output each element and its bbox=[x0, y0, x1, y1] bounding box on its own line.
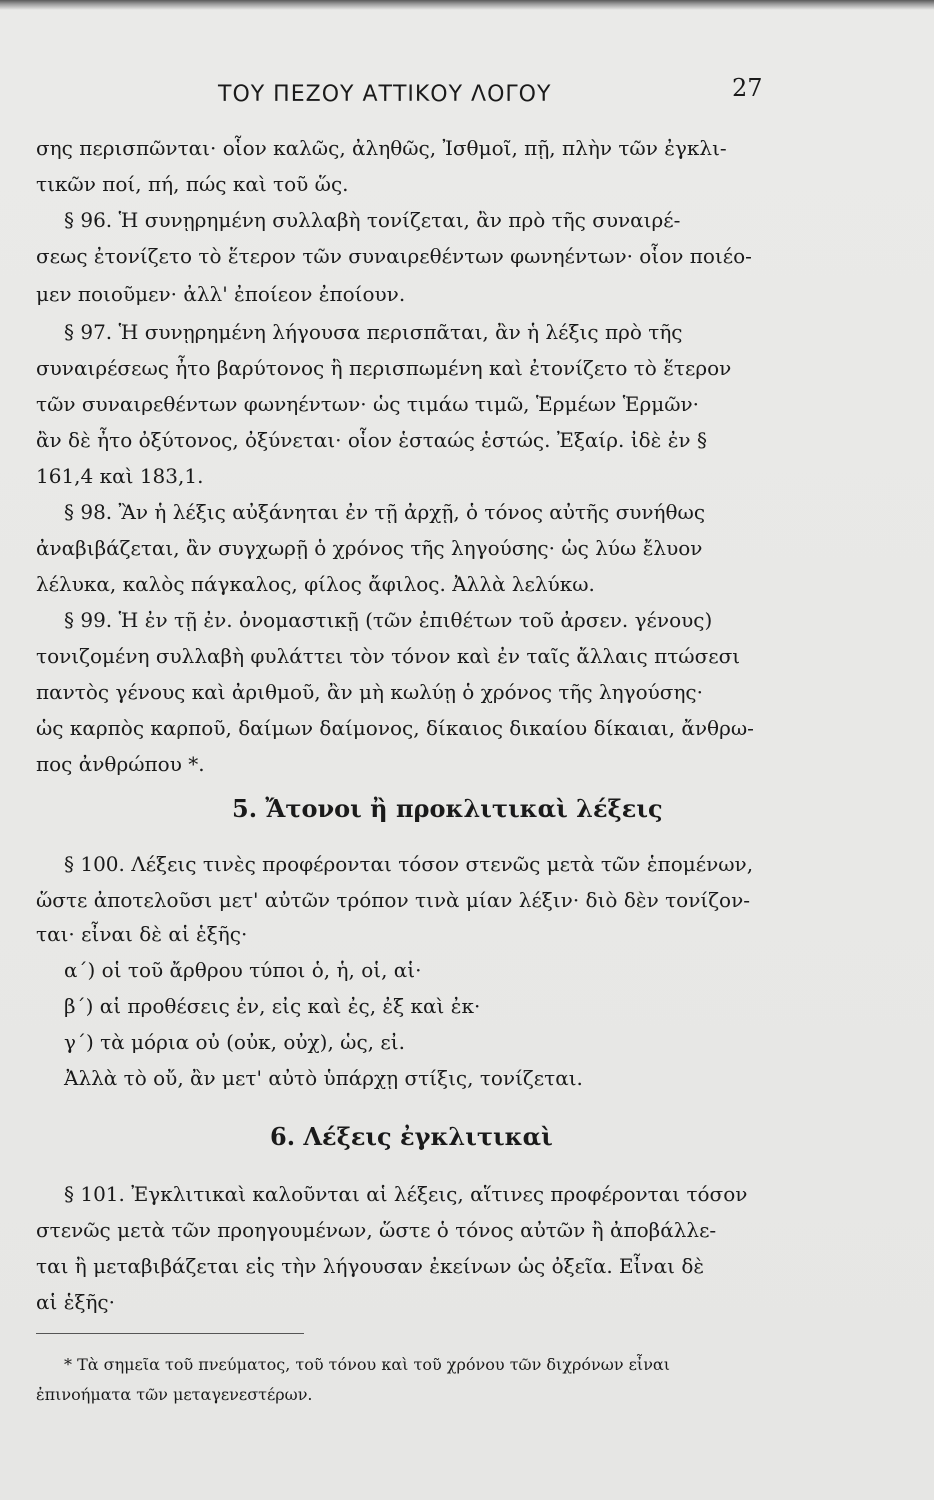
text-line: 161,4 καὶ 183,1. bbox=[36, 464, 204, 488]
text-line: § 101. Ἐγκλιτικαὶ καλοῦνται αἱ λέξεις, αἵτινες προφέρονται τόσον bbox=[64, 1182, 748, 1206]
text-line: αἱ ἑξῆς· bbox=[36, 1290, 115, 1314]
text-line: ὥστε ἀποτελοῦσι μετ' αὐτῶν τρόπον τινὰ μίαν λέξιν· διὸ δὲν τονίζον- bbox=[36, 888, 751, 912]
footnote-line: * Τὰ σημεῖα τοῦ πνεύματος, τοῦ τόνου καὶ τοῦ χρόνου τῶν διχρόνων εἶναι bbox=[64, 1355, 671, 1374]
page-number: 27 bbox=[732, 74, 763, 102]
text-line: ἂν δὲ ἦτο ὀξύτονος, ὀξύνεται· οἷον ἑσταώς ἑστώς. Ἐξαίρ. ἰδὲ ἐν § bbox=[36, 428, 707, 452]
footnote-line: ἐπινοήματα τῶν μεταγενεστέρων. bbox=[36, 1385, 313, 1404]
text-line: ται· εἶναι δὲ αἱ ἑξῆς· bbox=[36, 922, 248, 946]
text-line: σης περισπῶνται· οἷον καλῶς, ἀληθῶς, Ἰσθμοῖ, πῇ, πλὴν τῶν ἐγκλι- bbox=[36, 136, 727, 160]
text-line: λέλυκα, καλὸς πάγκαλος, φίλος ἄφιλος. Ἀλλὰ λελύκω. bbox=[36, 572, 595, 596]
text-line: τονιζομένη συλλαβὴ φυλάττει τὸν τόνον καὶ ἐν ταῖς ἄλλαις πτώσεσι bbox=[36, 644, 741, 668]
list-item: γ΄) τὰ μόρια οὐ (οὐκ, οὐχ), ὡς, εἰ. bbox=[64, 1030, 405, 1054]
text-line: § 98. Ἂν ἡ λέξις αὐξάνηται ἐν τῇ ἀρχῇ, ὁ τόνος αὐτῆς συνήθως bbox=[64, 500, 706, 524]
text-line: Ἀλλὰ τὸ οὔ, ἂν μετ' αὐτὸ ὑπάρχῃ στίξις, τονίζεται. bbox=[64, 1066, 583, 1090]
list-item: α΄) οἱ τοῦ ἄρθρου τύποι ὁ, ἡ, οἱ, αἱ· bbox=[64, 958, 422, 982]
text-line: συναιρέσεως ἦτο βαρύτονος ἢ περισπωμένη καὶ ἐτονίζετο τὸ ἕτερον bbox=[36, 356, 732, 380]
footnote-rule bbox=[36, 1333, 304, 1334]
text-line: στενῶς μετὰ τῶν προηγουμένων, ὥστε ὁ τόνος αὐτῶν ἢ ἀποβάλλε- bbox=[36, 1218, 717, 1242]
text-line: § 99. Ἡ ἐν τῇ ἐν. ὀνομαστικῇ (τῶν ἐπιθέτων τοῦ ἀρσεν. γένους) bbox=[64, 608, 713, 632]
text-line: § 97. Ἡ συνῃρημένη λήγουσα περισπᾶται, ἂν ἡ λέξις πρὸ τῆς bbox=[64, 320, 683, 344]
text-line: ται ἢ μεταβιβάζεται εἰς τὴν λήγουσαν ἐκείνων ὡς ὀξεῖα. Εἶναι δὲ bbox=[36, 1254, 705, 1278]
text-line: μεν ποιοῦμεν· ἀλλ' ἐποίεον ἐποίουν. bbox=[36, 282, 406, 306]
text-line: παντὸς γένους καὶ ἀριθμοῦ, ἂν μὴ κωλύῃ ὁ χρόνος τῆς ληγούσης· bbox=[36, 680, 703, 704]
list-item: β΄) αἱ προθέσεις ἐν, εἰς καὶ ἐς, ἐξ καὶ ἐκ· bbox=[64, 994, 481, 1018]
text-line: § 96. Ἡ συνῃρημένη συλλαβὴ τονίζεται, ἂν πρὸ τῆς συναιρέ- bbox=[64, 208, 681, 232]
running-title: ΤΟΥ ΠΕΖΟΥ ΑΤΤΙΚΟΥ ΛΟΓΟΥ bbox=[218, 82, 552, 107]
section-heading-5: 5. Ἄτονοι ἢ προκλιτικαὶ λέξεις bbox=[232, 794, 663, 823]
text-line: ἀναβιβάζεται, ἂν συγχωρῇ ὁ χρόνος τῆς ληγούσης· ὡς λύω ἔλυον bbox=[36, 536, 703, 560]
scan-edge-shadow bbox=[0, 0, 934, 10]
text-line: σεως ἐτονίζετο τὸ ἕτερον τῶν συναιρεθέντων φωνηέντων· οἷον ποιέο- bbox=[36, 244, 752, 268]
text-line: τικῶν ποί, πή, πώς καὶ τοῦ ὥς. bbox=[36, 172, 349, 196]
text-line: τῶν συναιρεθέντων φωνηέντων· ὡς τιμάω τιμῶ, Ἑρμέων Ἑρμῶν· bbox=[36, 392, 700, 416]
text-line: ὡς καρπὸς καρποῦ, δαίμων δαίμονος, δίκαιος δικαίου δίκαιαι, ἄνθρω- bbox=[36, 716, 754, 740]
text-line: πος ἀνθρώπου *. bbox=[36, 752, 205, 776]
section-heading-6: 6. Λέξεις ἐγκλιτικαὶ bbox=[270, 1122, 553, 1151]
text-line: § 100. Λέξεις τινὲς προφέρονται τόσον στενῶς μετὰ τῶν ἑπομένων, bbox=[64, 852, 754, 876]
